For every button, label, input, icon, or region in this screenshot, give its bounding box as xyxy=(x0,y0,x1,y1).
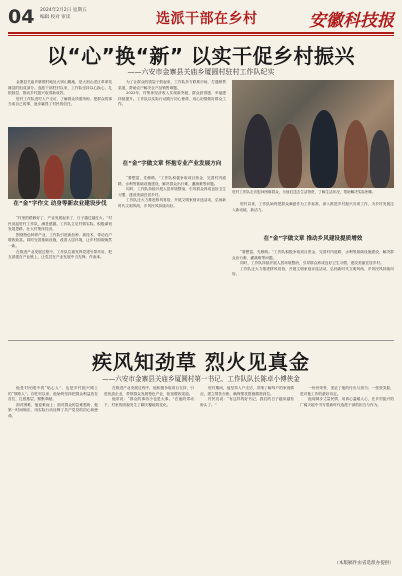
article1-column-a xyxy=(8,80,112,125)
paragraph: 2023年，村集体经济收入实现新突破，群众获得感、幸福感持续提升。工作队以实际行动践行初心使命，用心用情做好群众工作。 xyxy=(118,91,226,107)
article1-column-d xyxy=(118,176,226,336)
paragraph: “要想富，先修路。”工作队积极争取项目资金，完善村内道路、水利等基础设施建设，解决群众出行难、灌溉难等问题。 xyxy=(232,250,394,260)
paragraph: 工作队还大力推进移风易俗，开展文明家庭评选活动，弘扬新时代文明风尚，乡风民风持续向好。 xyxy=(118,198,226,208)
paragraph: 同时，工作队持续开展人居环境整治，引导群众养成良好卫生习惯，建设美丽宜居乡村。 xyxy=(118,187,226,197)
photo-caption: 驻村工作队走访慰问困难群众，为他们送去生活物资，了解生活状况，帮助解决实际困难。 xyxy=(232,190,376,194)
paragraph: 金寨县关庙乡厦圆村地处大别山腹地，是大别山老区革命英雄县的组成部分。选派干部驻村以来，工作队坚持以心换心，扎根基层，推动乡村振兴取得新成效。 xyxy=(8,80,112,96)
issue-meta xyxy=(40,7,87,21)
article-divider xyxy=(8,340,394,341)
photo-figure xyxy=(370,130,390,188)
photo-figure xyxy=(310,110,338,188)
article1-subhead-c: 在“金”字做文章 怀抱专业产业发展方向 xyxy=(122,161,222,167)
paragraph: 驻村以来，工作队始终把群众满意作为工作标准，深入推进乡村振兴各项工作，为乡村发展注入新动能、新活力。 xyxy=(232,202,394,212)
paragraph: 在推进产业发展过程中，工作队注重发挥党建引领作用，把支部建在产业链上，让党员在产业发展中当先锋、作表率。 xyxy=(8,249,112,260)
photo-figure xyxy=(244,114,272,188)
article2-column-b xyxy=(104,386,194,556)
article1-subhead-e: 在“金”字做文章 推动乡风建设提质增效 xyxy=(263,236,363,242)
header-rule-thin xyxy=(8,35,394,36)
article2-headline: 疾风知劲草 烈火见真金 xyxy=(92,350,310,374)
paragraph: 驻村工作队进村入户走访，了解群众所需所盼，把群众的事当成自己的事，逐步赢得了村民的信任。 xyxy=(8,96,112,107)
newspaper-masthead-logo: 安徽科技报 xyxy=(309,11,394,31)
photo-figure xyxy=(344,120,368,188)
article2-column-a xyxy=(8,386,98,556)
paragraph: 他是村民眼中的“贴心人”，也是乡村振兴路上的“领路人”。自驻村以来，他始终坚持把群众利益放在首位，扎根基层，默默奉献。 xyxy=(8,386,98,402)
paragraph: 围绕特色种养产业，工作队引进新品种、新技术，带动农户增收致富。同时完善基础设施，改善人居环境，让乡村面貌焕然一新。 xyxy=(8,232,112,248)
paragraph: 驻村期间，他坚持入户走访，详细了解每户的家庭情况，建立帮扶台账，确保帮扶措施精准到位。 xyxy=(200,386,294,396)
article1-subhead-a: 在“金”字作文 动身等新农业建设步伐 xyxy=(13,201,107,207)
article1-photo-right xyxy=(232,80,394,188)
article2-column-c xyxy=(200,386,294,556)
article1-column-b xyxy=(8,216,112,336)
paragraph: 村民们说：“有这样的好书记，我们的日子越来越有盼头了。” xyxy=(200,397,294,407)
paragraph: 同时，工作队持续开展人居环境整治，引导群众养成良好卫生习惯，建设美丽宜居乡村。 xyxy=(240,261,384,266)
header-rule-thick xyxy=(8,32,394,34)
article2-subtitle: ——六安市金寨县关庙乡厦圆村第一书记、工作队队长陈卓小傅侠金 xyxy=(102,375,300,383)
section-title: 选派干部在乡村 xyxy=(156,11,258,27)
paragraph: 在推进产业发展过程中，他积极争取项目支持，引进优质企业，带领群众发展特色产业，拓宽增收渠道。 xyxy=(104,386,194,396)
article1-headline: 以“心”换“新” 以实干促乡村振兴 xyxy=(46,44,356,68)
paragraph: 他常说：“群众的事再小也是大事。”在他的带动下，村里的面貌发生了翻天覆地的变化。 xyxy=(104,397,194,407)
photo-figure xyxy=(278,124,302,188)
article1-column-c xyxy=(118,80,226,160)
paragraph: 他用脚步丈量民情，用真心温暖人心，在乡村振兴的广阔天地中书写着新时代选派干部的担当与作为。 xyxy=(300,397,394,407)
photo-figure xyxy=(92,157,110,199)
issue-editors: 编辑 校对 审读 xyxy=(40,15,71,20)
photo-figure xyxy=(70,149,92,199)
paragraph: 面对困难，他迎难而上；面对群众的急难愁盼，他第一时间响应，用实际行动诠释了共产党员的初心和使命。 xyxy=(8,402,98,418)
article1-column-e xyxy=(232,202,394,234)
article1-subtitle: ——六安市金寨县关庙乡厦圆村驻村工作队纪实 xyxy=(127,68,275,76)
photo-figure xyxy=(44,155,64,199)
paragraph: 一份份荣誉，见证了他的付出与担当；一张张笑脸，是对他工作的最好肯定。 xyxy=(300,386,394,396)
article1-photo-left xyxy=(8,127,112,199)
issue-date: 2024年2月2日 星期五 xyxy=(40,8,87,13)
page-number: 04 xyxy=(8,6,35,28)
photo-figure xyxy=(18,147,40,199)
paragraph: “村里的路修好了，产业发展起来了，日子越过越红火。”村民说起驻村工作队，满是感激。工作队立足村情实际，积极谋划发展思路，壮大村集体经济。 xyxy=(8,216,112,232)
source-note: （本版稿件由省选派办提供） xyxy=(334,561,394,566)
article1-column-f xyxy=(232,250,394,336)
article2-column-d xyxy=(300,386,394,556)
paragraph: 工作队还大力推进移风易俗，开展文明家庭评选活动，弘扬新时代文明风尚，乡风民风持续向好。 xyxy=(232,266,394,277)
paragraph: “要想富，先修路。”工作队积极争取项目资金，完善村内道路、水利等基础设施建设，解决群众出行难、灌溉难等问题。 xyxy=(118,176,226,186)
paragraph: 为了让群众的钱袋子鼓起来，工作队多方联系市场，打通销售渠道，帮助农户解决农产品销售难题。 xyxy=(118,80,226,90)
